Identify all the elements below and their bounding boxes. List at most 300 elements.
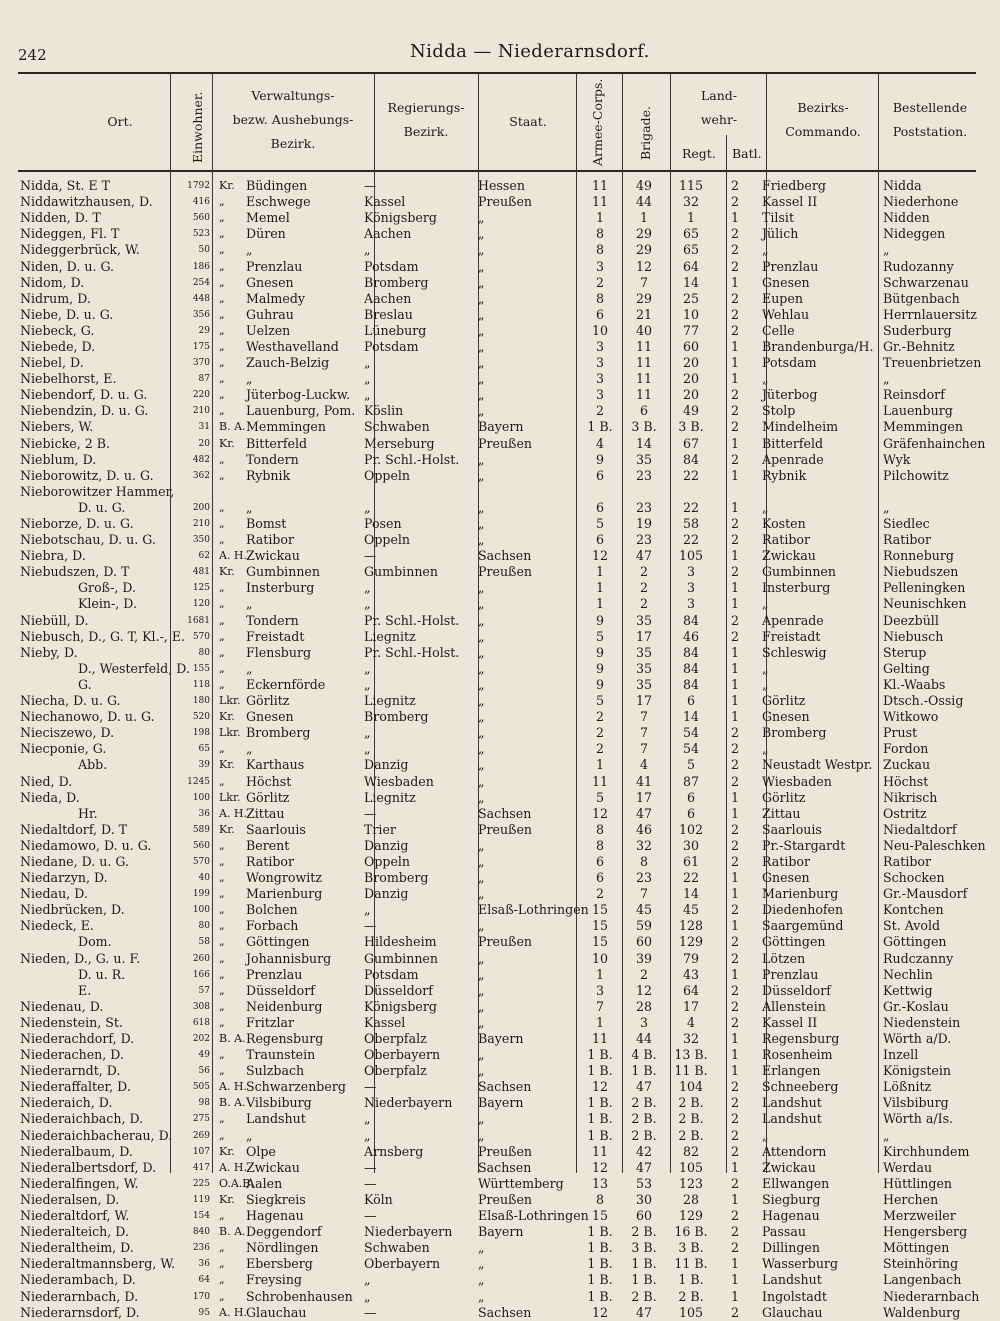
cell-verwaltung-kind: „	[219, 871, 225, 885]
cell-verwaltung-kind: „	[219, 195, 225, 209]
cell-landwehr-regt: 6	[686, 789, 695, 805]
cell-verwaltung-kind: „	[219, 581, 225, 595]
cell-verwaltung-bezirk: Zittau	[246, 805, 285, 821]
cell-einwohner: 275	[192, 1114, 210, 1125]
cell-ort: Niedenstein, St.	[20, 1014, 123, 1030]
cell-einwohner: 225	[192, 1178, 210, 1189]
cell-verwaltung-bezirk: „	[246, 242, 253, 258]
cell-regierungs-bezirk: Pr. Schl.-Holst.	[364, 451, 460, 467]
cell-einwohner: 20	[198, 438, 210, 449]
table-row	[18, 1079, 995, 1095]
cell-poststation: Wyk	[883, 451, 911, 467]
cell-armee-corps: 13	[591, 1175, 609, 1191]
cell-verwaltung-kind: „	[219, 645, 225, 659]
cell-poststation: Niebusch	[883, 628, 944, 644]
cell-verwaltung-bezirk: Zwickau	[246, 548, 300, 564]
table-row	[18, 886, 995, 902]
cell-poststation: Niedaltdorf	[883, 821, 957, 837]
cell-brigade: 1 B.	[631, 1272, 657, 1288]
cell-armee-corps: 15	[591, 934, 609, 950]
cell-landwehr-regt: 14	[682, 709, 700, 725]
cell-landwehr-batl: 1	[730, 870, 739, 886]
cell-regierungs-bezirk: Aachen	[364, 226, 412, 242]
cell-bezirks-commando: Friedberg	[762, 178, 826, 194]
cell-bezirks-commando: Gnesen	[762, 274, 810, 290]
table-row	[18, 355, 995, 371]
cell-poststation: Steinhöring	[883, 1256, 959, 1272]
cell-verwaltung-bezirk: Sulzbach	[246, 1063, 305, 1079]
cell-verwaltung-kind: „	[219, 388, 225, 402]
cell-landwehr-batl: 2	[730, 258, 739, 274]
cell-ort: Niebendzin, D. u. G.	[20, 403, 149, 419]
table-row	[18, 870, 995, 886]
cell-einwohner: 618	[192, 1017, 210, 1028]
cell-armee-corps: 5	[595, 628, 604, 644]
cell-einwohner: 505	[192, 1082, 210, 1093]
cell-landwehr-regt: 105	[678, 548, 704, 564]
cell-brigade: 23	[635, 532, 653, 548]
cell-landwehr-regt: 22	[682, 870, 700, 886]
cell-ort: Niederachen, D.	[20, 1047, 124, 1063]
cell-landwehr-regt: 20	[682, 371, 700, 387]
cell-staat: „	[478, 966, 485, 982]
cell-verwaltung-bezirk: Eckernförde	[246, 676, 326, 692]
cell-landwehr-regt: 32	[682, 1031, 700, 1047]
cell-armee-corps: 2	[595, 274, 604, 290]
table-row	[18, 210, 995, 226]
cell-brigade: 59	[635, 918, 653, 934]
cell-regierungs-bezirk: Pr. Schl.-Holst.	[364, 612, 460, 628]
cell-verwaltung-kind: „	[219, 1241, 225, 1255]
table-row	[18, 468, 995, 484]
cell-staat: Württemberg	[478, 1175, 564, 1191]
cell-brigade: 41	[635, 773, 653, 789]
cell-landwehr-batl: 1	[730, 548, 739, 564]
cell-regierungs-bezirk: Oberpfalz	[364, 1063, 427, 1079]
cell-verwaltung-kind: „	[219, 774, 225, 788]
cell-armee-corps: 1	[595, 580, 604, 596]
cell-armee-corps: 8	[595, 242, 604, 258]
cell-verwaltung-bezirk: Westhavelland	[246, 338, 339, 354]
cell-einwohner: 170	[192, 1291, 210, 1302]
cell-bezirks-commando: Görlitz	[762, 789, 806, 805]
cell-landwehr-regt: 84	[682, 612, 700, 628]
cell-poststation: „	[883, 242, 890, 258]
cell-ort: Niebeck, G.	[20, 322, 95, 338]
cell-poststation: Niedenstein	[883, 1014, 961, 1030]
cell-bezirks-commando: Stolp	[762, 403, 796, 419]
cell-regierungs-bezirk: Bromberg	[364, 274, 429, 290]
cell-ort: Nieciszewo, D.	[20, 725, 115, 741]
cell-verwaltung-bezirk: Fritzlar	[246, 1014, 295, 1030]
cell-ort: Niden, D. u. G.	[20, 258, 115, 274]
cell-einwohner: 186	[192, 261, 210, 272]
cell-einwohner: 1681	[187, 615, 210, 626]
cell-brigade: 35	[635, 451, 653, 467]
cell-landwehr-batl: 2	[730, 853, 739, 869]
cell-regierungs-bezirk: Potsdam	[364, 258, 419, 274]
cell-verwaltung-kind: „	[219, 1289, 225, 1303]
header-regt: Regt.	[682, 146, 716, 161]
cell-einwohner: 481	[192, 567, 210, 578]
cell-armee-corps: 1	[595, 966, 604, 982]
cell-verwaltung-bezirk: Ratibor	[246, 532, 295, 548]
cell-einwohner: 36	[198, 808, 210, 819]
cell-bezirks-commando	[754, 484, 877, 500]
table-row	[18, 387, 995, 403]
cell-einwohner: 155	[192, 663, 210, 674]
cell-verwaltung-kind: „	[219, 452, 225, 466]
cell-verwaltung-bezirk: Zwickau	[246, 1159, 300, 1175]
cell-regierungs-bezirk: Niederbayern	[364, 1224, 453, 1240]
cell-armee-corps: 5	[595, 789, 604, 805]
cell-verwaltung-bezirk: Görlitz	[246, 789, 290, 805]
cell-landwehr-regt: 11 B.	[674, 1256, 708, 1272]
cell-regierungs-bezirk: „	[364, 1127, 371, 1143]
cell-poststation: Zuckau	[883, 757, 931, 773]
cell-landwehr-regt: 54	[682, 741, 700, 757]
cell-regierungs-bezirk: —	[364, 918, 377, 934]
cell-landwehr-batl: 2	[730, 194, 739, 210]
cell-staat: „	[478, 660, 485, 676]
cell-landwehr-batl: 1	[730, 355, 739, 371]
cell-landwehr-batl: 2	[730, 242, 739, 258]
cell-poststation: Waldenburg	[883, 1304, 961, 1320]
table-row	[18, 1144, 995, 1160]
cell-brigade: 17	[635, 628, 653, 644]
cell-ort: Hr.	[78, 805, 98, 821]
cell-poststation: Kirchhundem	[883, 1143, 970, 1159]
cell-poststation: Neu-Paleschken	[883, 837, 986, 853]
cell-landwehr-batl: 2	[730, 612, 739, 628]
table-row	[18, 983, 995, 999]
cell-regierungs-bezirk: „	[364, 580, 371, 596]
cell-regierungs-bezirk: Oppeln	[364, 467, 411, 483]
cell-verwaltung-kind: „	[219, 404, 225, 418]
cell-verwaltung-kind: „	[219, 211, 225, 225]
cell-verwaltung-bezirk: Uelzen	[246, 322, 291, 338]
cell-brigade: 30	[635, 1191, 653, 1207]
cell-poststation: Schwarzenau	[883, 274, 969, 290]
running-head: Nidda — Niederarnsdorf.	[410, 41, 650, 62]
cell-verwaltung-kind: Kr.	[219, 436, 235, 450]
cell-armee-corps: 8	[595, 837, 604, 853]
cell-brigade: 39	[635, 950, 653, 966]
cell-staat: „	[478, 1127, 485, 1143]
cell-staat: „	[478, 274, 485, 290]
cell-landwehr-batl: 2	[730, 998, 739, 1014]
cell-ort: E.	[78, 982, 92, 998]
table-row	[18, 242, 995, 258]
cell-brigade: 17	[635, 693, 653, 709]
cell-einwohner: 260	[192, 953, 210, 964]
table-row	[18, 790, 995, 806]
cell-armee-corps: 3	[595, 338, 604, 354]
cell-einwohner: 50	[198, 245, 210, 256]
cell-ort: Niddawitzhausen, D.	[20, 194, 153, 210]
cell-staat: „	[478, 403, 485, 419]
cell-bezirks-commando: Saarlouis	[762, 821, 822, 837]
cell-staat: „	[478, 1047, 485, 1063]
cell-ort: Niedarzyn, D.	[20, 870, 108, 886]
cell-regierungs-bezirk: Düsseldorf	[364, 982, 433, 998]
cell-brigade: 1 B.	[631, 1063, 657, 1079]
cell-armee-corps: 9	[595, 676, 604, 692]
table-row	[18, 596, 995, 612]
cell-armee-corps: 8	[595, 821, 604, 837]
cell-einwohner: 523	[192, 229, 210, 240]
cell-armee-corps: 2	[595, 741, 604, 757]
gazetteer-table	[18, 178, 995, 1321]
cell-ort: Klein-, D.	[78, 596, 137, 612]
cell-poststation: Nidden	[883, 210, 930, 226]
cell-staat: „	[478, 741, 485, 757]
cell-landwehr-regt: 3 B.	[678, 1240, 704, 1256]
cell-landwehr-batl: 1	[730, 210, 739, 226]
cell-landwehr-batl: 1	[730, 274, 739, 290]
cell-armee-corps: 1 B.	[587, 1256, 613, 1272]
cell-ort: Nieborze, D. u. G.	[20, 516, 134, 532]
cell-verwaltung-kind: „	[219, 1112, 225, 1126]
cell-einwohner: 254	[192, 277, 210, 288]
cell-regierungs-bezirk: Pr. Schl.-Holst.	[364, 644, 460, 660]
cell-landwehr-batl: 2	[730, 934, 739, 950]
cell-verwaltung-kind: Kr.	[219, 179, 235, 193]
cell-landwehr-batl: 2	[730, 290, 739, 306]
cell-landwehr-regt: 45	[682, 902, 700, 918]
cell-landwehr-regt: 49	[682, 403, 700, 419]
cell-landwehr-regt: 14	[682, 886, 700, 902]
cell-staat: „	[478, 853, 485, 869]
cell-verwaltung-bezirk: Bromberg	[246, 725, 311, 741]
cell-landwehr-regt: 67	[682, 435, 700, 451]
cell-armee-corps: 2	[595, 403, 604, 419]
cell-verwaltung-kind: A. H.	[219, 1160, 248, 1174]
cell-verwaltung-kind: „	[219, 468, 225, 482]
cell-ort: Nideggen, Fl. T	[20, 226, 120, 242]
cell-verwaltung-kind: „	[219, 1209, 225, 1223]
cell-bezirks-commando: Landshut	[762, 1095, 822, 1111]
header-staat: Staat.	[509, 114, 547, 129]
cell-bezirks-commando: Gnesen	[762, 870, 810, 886]
cell-landwehr-batl: 2	[730, 1143, 739, 1159]
header-rule-bottom	[18, 170, 976, 172]
cell-staat: „	[478, 644, 485, 660]
cell-regierungs-bezirk: „	[364, 725, 371, 741]
cell-verwaltung-bezirk: Freistadt	[246, 628, 305, 644]
cell-staat: „	[478, 757, 485, 773]
table-row	[18, 918, 995, 934]
cell-verwaltung-bezirk: „	[246, 660, 253, 676]
cell-brigade: 2	[639, 564, 648, 580]
cell-landwehr-batl: 1	[730, 660, 739, 676]
cell-bezirks-commando: Göttingen	[762, 934, 826, 950]
cell-regierungs-bezirk: Oppeln	[364, 853, 411, 869]
cell-verwaltung-bezirk: Bomst	[246, 516, 287, 532]
cell-verwaltung-kind: B. A.	[219, 1096, 246, 1110]
cell-verwaltung-bezirk: Deggendorf	[246, 1224, 322, 1240]
cell-staat: Preußen	[478, 934, 533, 950]
cell-einwohner: 220	[192, 390, 210, 401]
cell-bezirks-commando: Ellwangen	[762, 1175, 830, 1191]
cell-brigade: 17	[635, 789, 653, 805]
cell-landwehr-batl: 1	[730, 580, 739, 596]
cell-ort: Niebe, D. u. G.	[20, 306, 114, 322]
cell-poststation: Hüttlingen	[883, 1175, 953, 1191]
cell-landwehr-batl: 1	[730, 789, 739, 805]
cell-poststation: Nikrisch	[883, 789, 938, 805]
cell-ort: Niederaich, D.	[20, 1095, 113, 1111]
cell-staat: Bayern	[478, 1095, 524, 1111]
table-row	[18, 902, 995, 918]
cell-verwaltung-bezirk: Bitterfeld	[246, 435, 308, 451]
cell-regierungs-bezirk: „	[364, 902, 371, 918]
cell-bezirks-commando: Brandenburga/H.	[762, 338, 874, 354]
cell-verwaltung-kind: Lkr.	[219, 790, 241, 804]
cell-landwehr-regt: 17	[682, 998, 700, 1014]
cell-verwaltung-bezirk: Insterburg	[246, 580, 315, 596]
table-row	[18, 226, 995, 242]
table-row	[18, 532, 995, 548]
cell-verwaltung-kind: O.A.B.	[219, 1176, 254, 1190]
cell-einwohner: 560	[192, 840, 210, 851]
cell-bezirks-commando: Bitterfeld	[762, 435, 824, 451]
cell-ort: Niederaffalter, D.	[20, 1079, 131, 1095]
cell-verwaltung-bezirk: Rybnik	[246, 467, 291, 483]
cell-brigade: 60	[635, 1208, 653, 1224]
cell-landwehr-batl: 2	[730, 1079, 739, 1095]
table-row	[18, 275, 995, 291]
cell-brigade: 23	[635, 870, 653, 886]
cell-verwaltung-bezirk: Traunstein	[246, 1047, 316, 1063]
cell-verwaltung-kind: „	[219, 227, 225, 241]
cell-landwehr-batl: 1	[730, 467, 739, 483]
cell-ort: Niederalbaum, D.	[20, 1143, 133, 1159]
cell-landwehr-regt: 87	[682, 773, 700, 789]
cell-landwehr-regt: 1 B.	[678, 1272, 704, 1288]
cell-regierungs-bezirk: Liegnitz	[364, 628, 416, 644]
cell-poststation: Gelting	[883, 660, 930, 676]
cell-armee-corps: 5	[595, 693, 604, 709]
cell-regierungs-bezirk: „	[364, 371, 371, 387]
cell-armee-corps: 2	[595, 725, 604, 741]
cell-staat: „	[478, 242, 485, 258]
cell-landwehr-regt: 22	[682, 499, 700, 515]
cell-armee-corps: 1 B.	[587, 1095, 613, 1111]
cell-landwehr-regt: 16 B.	[674, 1224, 708, 1240]
cell-verwaltung-bezirk: Gumbinnen	[246, 564, 320, 580]
cell-verwaltung-bezirk: Schrobenhausen	[246, 1288, 353, 1304]
cell-verwaltung-kind: Kr.	[219, 758, 235, 772]
cell-staat: Preußen	[478, 1143, 533, 1159]
cell-landwehr-batl: 2	[730, 322, 739, 338]
cell-verwaltung-kind: „	[219, 1064, 225, 1078]
cell-armee-corps: 3	[595, 371, 604, 387]
cell-verwaltung-kind: B. A.	[219, 1032, 246, 1046]
cell-verwaltung-kind: „	[219, 307, 225, 321]
cell-poststation: Memmingen	[883, 419, 963, 435]
cell-poststation: Treuenbrietzen	[883, 355, 982, 371]
table-row	[18, 484, 995, 500]
cell-poststation: Dtsch.-Ossig	[883, 693, 964, 709]
cell-landwehr-regt: 102	[678, 821, 704, 837]
cell-armee-corps: 1	[595, 210, 604, 226]
cell-landwehr-regt: 14	[682, 274, 700, 290]
cell-staat: Bayern	[478, 419, 524, 435]
cell-regierungs-bezirk: „	[364, 387, 371, 403]
cell-poststation: Gr.-Mausdorf	[883, 886, 968, 902]
cell-ort: Nieborowitz, D. u. G.	[20, 467, 154, 483]
cell-brigade: 2 B.	[631, 1111, 657, 1127]
cell-verwaltung-bezirk: Siegkreis	[246, 1191, 306, 1207]
cell-verwaltung-kind: „	[219, 1015, 225, 1029]
cell-regierungs-bezirk: Bromberg	[364, 709, 429, 725]
cell-brigade: 28	[635, 998, 653, 1014]
cell-brigade: 42	[635, 1143, 653, 1159]
cell-poststation: Wörth a/Is.	[883, 1111, 954, 1127]
cell-landwehr-batl: 1	[730, 693, 739, 709]
cell-verwaltung-kind: A. H.	[219, 1305, 248, 1319]
cell-staat: Sachsen	[478, 805, 532, 821]
cell-landwehr-batl: 2	[730, 725, 739, 741]
cell-armee-corps: 9	[595, 451, 604, 467]
cell-ort: Nidrum, D.	[20, 290, 91, 306]
cell-einwohner: 589	[192, 824, 210, 835]
cell-regierungs-bezirk: Liegnitz	[364, 789, 416, 805]
table-row	[18, 757, 995, 773]
cell-staat: „	[478, 596, 485, 612]
header-rule-top	[18, 72, 976, 74]
cell-regierungs-bezirk: Merseburg	[364, 435, 435, 451]
cell-regierungs-bezirk: „	[364, 355, 371, 371]
cell-poststation: Vilsbiburg	[883, 1095, 949, 1111]
table-row	[18, 1272, 995, 1288]
cell-einwohner: 107	[192, 1146, 210, 1157]
cell-armee-corps: 1 B.	[587, 1272, 613, 1288]
cell-ort: Niederaichbacherau, D.	[20, 1127, 173, 1143]
cell-ort: Niederarnbach, D.	[20, 1288, 139, 1304]
cell-staat: „	[478, 1256, 485, 1272]
cell-bezirks-commando: Zwickau	[762, 548, 816, 564]
cell-bezirks-commando: „	[762, 676, 769, 692]
cell-landwehr-regt: 77	[682, 322, 700, 338]
header-landwehr: Land- wehr-	[700, 88, 738, 127]
cell-verwaltung-bezirk: Flensburg	[246, 644, 312, 660]
cell-armee-corps: 3	[595, 387, 604, 403]
cell-landwehr-regt: 64	[682, 982, 700, 998]
cell-verwaltung-kind: „	[219, 275, 225, 289]
cell-ort: Niebotschau, D. u. G.	[20, 532, 156, 548]
cell-verwaltung-kind: Kr.	[219, 710, 235, 724]
cell-einwohner: 180	[192, 696, 210, 707]
cell-einwohner: 119	[192, 1194, 210, 1205]
cell-bezirks-commando: Passau	[762, 1224, 806, 1240]
cell-einwohner: 100	[192, 792, 210, 803]
cell-brigade: 44	[635, 1031, 653, 1047]
cell-staat: „	[478, 338, 485, 354]
table-row	[18, 1047, 995, 1063]
cell-brigade: 2 B.	[631, 1224, 657, 1240]
cell-landwehr-batl: 2	[730, 564, 739, 580]
cell-landwehr-regt: 128	[678, 918, 704, 934]
cell-staat: „	[478, 837, 485, 853]
cell-ort: Niebüll, D.	[20, 612, 89, 628]
cell-verwaltung-bezirk: Ebersberg	[246, 1256, 313, 1272]
cell-verwaltung-bezirk: Memmingen	[246, 419, 326, 435]
cell-verwaltung-bezirk: „	[246, 371, 253, 387]
cell-verwaltung-kind: „	[219, 1048, 225, 1062]
cell-brigade: 4	[639, 757, 648, 773]
